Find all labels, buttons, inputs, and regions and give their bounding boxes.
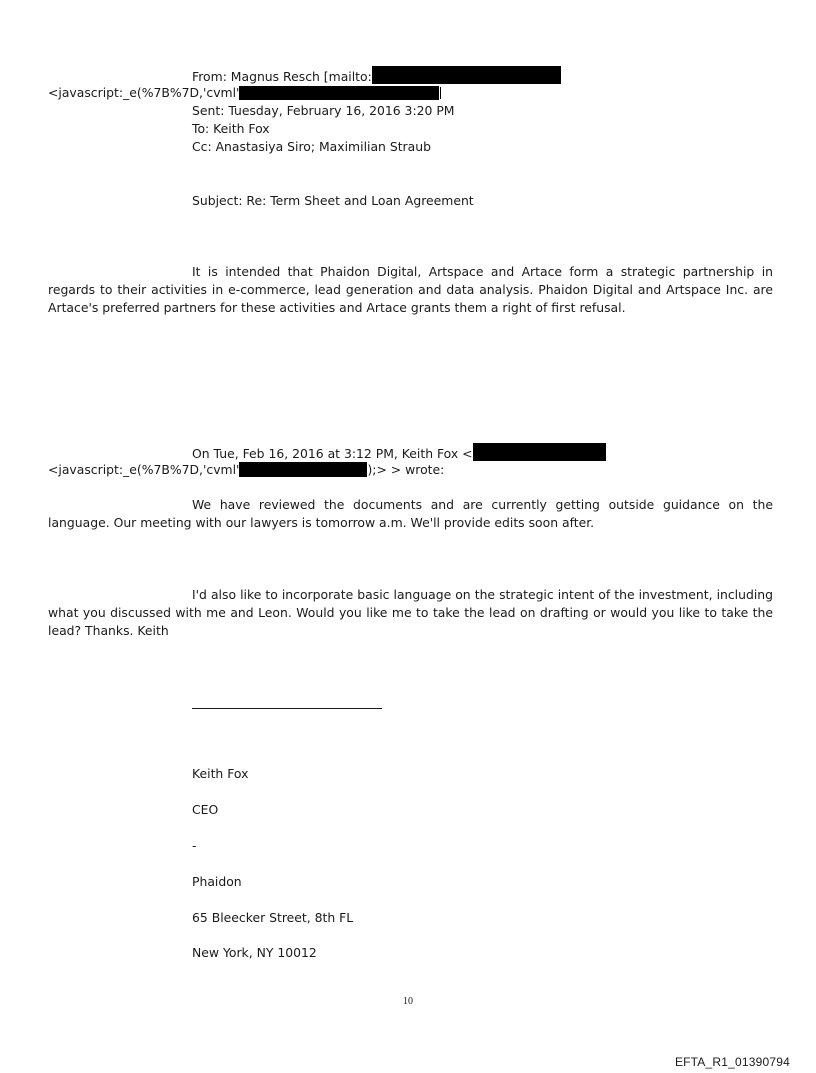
signature-address-line-1: 65 Bleecker Street, 8th FL — [192, 910, 354, 925]
quoted-intro-text: On Tue, Feb 16, 2016 at 3:12 PM, Keith Fox < — [192, 446, 473, 461]
from-javascript-line — [48, 84, 441, 102]
to-line: To: Keith Fox — [192, 121, 270, 136]
signature-title: CEO — [192, 802, 219, 817]
signature-company: Phaidon — [192, 874, 242, 889]
redaction-block — [239, 462, 367, 477]
javascript-link-text: <javascript:_e(%7B%7D,'cvml' — [48, 462, 240, 477]
redaction-block — [372, 66, 561, 84]
redaction-block — [473, 443, 606, 461]
wrote-text: );> > wrote: — [367, 462, 445, 477]
quoted-javascript-line — [48, 461, 444, 479]
from-line — [192, 66, 561, 86]
quoted-paragraph-2: I'd also like to incorporate basic language on the strategic intent of the investment, including what you discussed with me and Leon. Would you like me to take the lead on drafting or would you like to take the lead? Thanks. Keith — [48, 587, 773, 638]
signature-address-line-2: New York, NY 10012 — [192, 945, 317, 960]
signature-divider — [192, 708, 382, 709]
signature-name: Keith Fox — [192, 766, 249, 781]
quoted-paragraph-1: We have reviewed the documents and are currently getting outside guidance on the language. Our meeting with our lawyers is tomorrow a.m. We'll provide edits soon after. — [48, 497, 773, 530]
cc-line: Cc: Anastasiya Siro; Maximilian Straub — [192, 139, 431, 154]
from-text: From: Magnus Resch [mailto: — [192, 69, 372, 84]
quoted-intro-line — [192, 443, 606, 463]
bates-number: EFTA_R1_01390794 — [674, 1055, 790, 1069]
javascript-link-text: <javascript:_e(%7B%7D,'cvml' — [48, 85, 240, 100]
redaction-block — [239, 86, 439, 100]
cursor-mark — [440, 87, 441, 99]
page-number: 10 — [403, 996, 413, 1007]
signature-dash: - — [192, 838, 197, 853]
subject-line: Subject: Re: Term Sheet and Loan Agreement — [192, 193, 474, 208]
sent-line: Sent: Tuesday, February 16, 2016 3:20 PM — [192, 103, 455, 118]
body-paragraph: It is intended that Phaidon Digital, Artspace and Artace form a strategic partnership in regards to their activities in e-commerce, lead generation and data analysis. Phaidon Digital and Artspace Inc. are Artace's preferred partners for these activities and Artace grants them a right of first refusal. — [48, 264, 773, 315]
